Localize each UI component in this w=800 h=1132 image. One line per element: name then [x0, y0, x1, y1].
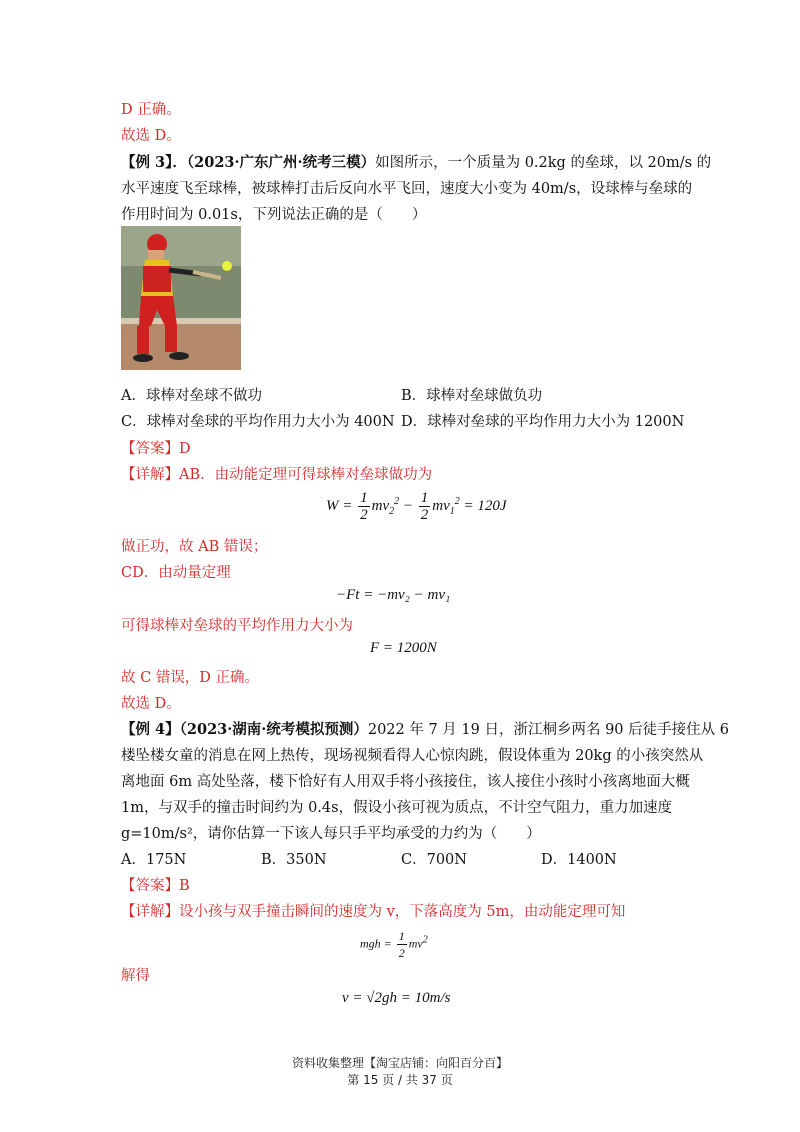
ex3-stem-line2: 水平速度飞至球棒，被球棒打击后反向水平飞回，速度大小变为 40m/s，设球棒与垒球的 [121, 181, 693, 197]
ex3-stem-line3: 作用时间为 0.01s，下列说法正确的是（ ） [121, 207, 427, 223]
ex3-option-b: B．球棒对垒球做负功 [401, 388, 543, 404]
ex4-label: 【例 4】 [121, 721, 180, 738]
ex3-source: （2023·广东广州·统考三模） [186, 154, 376, 171]
ex4-stem-line2: 楼坠楼女童的消息在网上热传，现场视频看得人心惊肉跳，假设体重为 20kg 的小孩突然从 [121, 748, 704, 764]
ex3-work-equation: W = $\frac{1}{2}$ $mv_2^2$ − $\frac{1}{2}$ $mv_1^2 = 120J$ [326, 490, 507, 523]
ex4-stem-line1 [121, 718, 729, 739]
ex4-options [121, 848, 681, 874]
ex4-after1: 解得 [121, 968, 150, 984]
ex3-option-a: A．球棒对垒球不做功 [121, 388, 262, 404]
ex4-option-c: C．700N [401, 852, 467, 868]
ex3-after3: 故 C 错误，D 正确。 [121, 670, 260, 686]
ex3-detail-label: 【详解】 [121, 467, 179, 483]
ex4-stem-line5: g=10m/s²，请你估算一下该人每只手平均承受的力约为（ ） [121, 826, 541, 842]
ex3-option-c: C．球棒对垒球的平均作用力大小为 400N [121, 414, 395, 430]
ex4-velocity-equation: v = √2gh = 10m/s [342, 990, 451, 1006]
ex3-detail-line1 [121, 463, 432, 484]
ex3-options [121, 384, 685, 436]
ex4-energy-equation: mgh = $\frac{1}{2}$ $mv^2$ [360, 929, 428, 960]
ex3-after4: 故选 D。 [121, 696, 181, 712]
ex3-answer: 【答案】D [121, 441, 191, 457]
footer-page-number: 第 15 页 / 共 37 页 [347, 1073, 453, 1087]
ex4-option-a: A．175N [121, 852, 187, 868]
ex3-stem-line1 [121, 151, 711, 172]
ex3-momentum-equation: −Ft = −mv₂ − mv₁ [336, 587, 451, 603]
ex3-detail-text: AB．由动能定理可得球棒对垒球做功为 [179, 467, 433, 483]
ex4-detail-text: 设小孩与双手撞击瞬间的速度为 v，下落高度为 5m，由动能定理可知 [179, 904, 626, 920]
ex3-after1: 做正功，故 AB 错误； [121, 539, 268, 555]
ex3-force-equation: F = 1200N [370, 640, 437, 656]
ex3-after2: 可得球棒对垒球的平均作用力大小为 [121, 618, 353, 634]
ex3-option-d: D．球棒对垒球的平均作用力大小为 1200N [401, 414, 685, 430]
ex3-label: 【例 3】． [121, 154, 187, 171]
ex4-stem-line3: 离地面 6m 高处坠落，楼下恰好有人用双手将小孩接住，该人接住小孩时小孩离地面大概 [121, 774, 690, 790]
softball-batter-photo [121, 226, 241, 370]
prev-conclusion: D 正确。 [121, 102, 181, 118]
ex4-option-b: B．350N [261, 852, 327, 868]
ex4-detail-line1 [121, 900, 625, 921]
ex3-eq1-lhs: W = [326, 497, 353, 514]
footer-source: 资料收集整理【淘宝店铺：向阳百分百】 [291, 1056, 508, 1070]
ex4-eq1: mgh = [360, 936, 392, 951]
ex4-answer: 【答案】B [121, 878, 190, 894]
ex4-option-d: D．1400N [541, 852, 617, 868]
ex4-source: （2023·湖南·统考模拟预测） [179, 721, 368, 738]
ex4-stem-line4: 1m，与双手的撞击时间约为 0.4s，假设小孩可视为质点，不计空气阻力，重力加速度 [121, 800, 673, 816]
ex3-eq1-rhs: = 120J [463, 497, 507, 514]
ex4-stem1: 2022 年 7 月 19 日，浙江桐乡两名 90 后徒手接住从 6 [367, 722, 729, 738]
ex3-cd: CD．由动量定理 [121, 565, 231, 581]
ex4-detail-label: 【详解】 [121, 904, 179, 920]
prev-choice: 故选 D。 [121, 128, 181, 144]
ex3-stem1: 如图所示，一个质量为 0.2kg 的垒球，以 20m/s 的 [375, 155, 712, 171]
